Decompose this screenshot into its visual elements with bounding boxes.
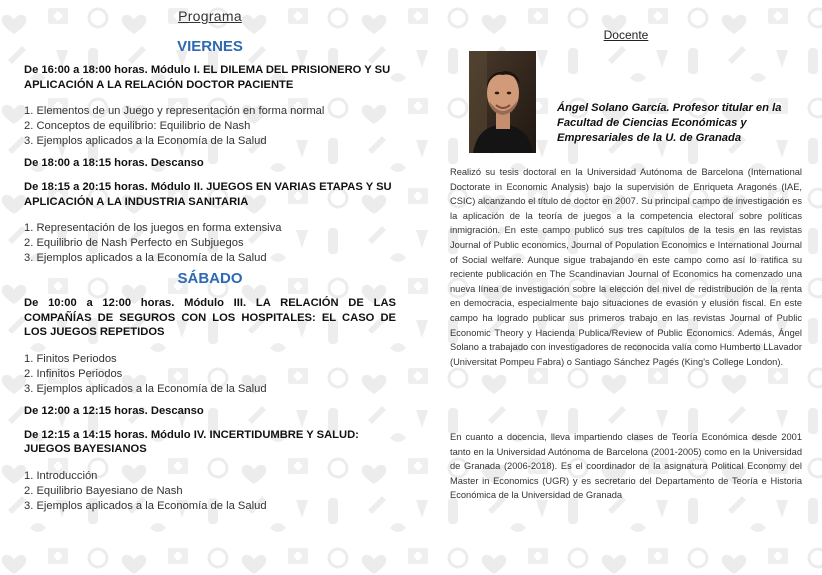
- list-item: 2. Equilibrio de Nash Perfecto en Subjuegos: [24, 237, 244, 249]
- programa-title: Programa: [178, 8, 242, 24]
- docente-title: Docente: [603, 28, 649, 42]
- break-1: De 18:00 a 18:15 horas. Descanso: [24, 157, 204, 169]
- teacher-name: Ángel Solano García. Profesor titular en la Facultad de Ciencias Económicas y Empresariales de la U. de Granada: [557, 102, 782, 144]
- break-2: De 12:00 a 12:15 horas. Descanso: [24, 404, 204, 417]
- module-2-heading: De 18:15 a 20:15 horas. Módulo II. JUEGOS EN VARIAS ETAPAS Y SU APLICACIÓN A LA INDUSTRIA SANITARIA: [24, 181, 392, 208]
- list-item: 2. Equilibrio Bayesiano de Nash: [24, 484, 183, 497]
- list-item: 3. Ejemplos aplicados a la Economía de la Salud: [24, 135, 267, 147]
- teacher-bio: Realizó su tesis doctoral en la Universidad Autónoma de Barcelona (International Doctorate in Economic Analysis) bajo la supervisión de Enriqueta Aragonés (IAE, CSIC) alcanzando el título de doctor en 2007. Su principal campo de investigación es la aplicación de la teoría de juegos a la competencia electoral sobre políticas inmigración. En este campo publicó sus tres capítulos de la tesis en las revistas Journal of Public economics, Journal of Population Economics e International Journal of Social welfare. Aunque sigue trabajando en este campo como así lo ratifica su reciente publicación en The Scandinavian Journal of Economics ha comenzado una nueva línea de investigación sobre la elección del nivel de redistribución de la renta en democracia, especialmente bajo situaciones de evasión y elusión fiscal. En este campo ha logrado publicar sus primeros trabajo en las revistas Journal of Public Economic Theory y Hacienda Publica/Review of Public Economics. Además, Ángel Solano a trabajado con investigadores de reconocida valía como Humberto LLavador (Universitat Pompeu Fabra) o Santiago Sánchez Pagés (King's College London).: [450, 167, 802, 367]
- list-item: 3. Ejemplos aplicados a la Economía de la Salud: [24, 382, 267, 395]
- module-3-heading: De 10:00 a 12:00 horas. Módulo III. LA RELACIÓN DE LAS COMPAÑÍAS DE SEGUROS CON LOS HOSPITALES: EL CASO DE LOS JUEGOS REPETIDOS: [24, 297, 396, 338]
- module-4-list: [24, 469, 396, 514]
- day-heading-sabado: SÁBADO: [177, 270, 243, 287]
- list-item: 1. Finitos Periodos: [24, 352, 117, 365]
- teacher-photo: [469, 51, 536, 153]
- module-2-list: [24, 221, 396, 266]
- list-item: 2. Conceptos de equilibrio: Equilibrio de Nash: [24, 120, 251, 132]
- list-item: 2. Infinitos Periodos: [24, 367, 123, 380]
- day-heading-viernes: VIERNES: [177, 38, 243, 55]
- teacher-teaching: En cuanto a docencia, lleva impartiendo clases de Teoría Económica desde 2001 tanto en la Universidad Autónoma de Barcelona (2001-2005) como en la Universidad de Granada (2006-2018). Es el coordinador de la asignatura Political Economy del Master in Economics (UGR) y es secretario del Departamento de Teoría e Historia Económica de la Universidad de Granada: [450, 432, 802, 501]
- list-item: 1. Introducción: [24, 469, 98, 482]
- list-item: 3. Ejemplos aplicados a la Economía de la Salud: [24, 499, 267, 512]
- module-3-list: [24, 352, 396, 397]
- list-item: 3. Ejemplos aplicados a la Economía de la Salud: [24, 252, 267, 264]
- module-1-list: [24, 104, 396, 149]
- docente-column: [450, 28, 802, 568]
- list-item: 1. Representación de los juegos en forma extensiva: [24, 222, 282, 234]
- list-item: 1. Elementos de un Juego y representación en forma normal: [24, 105, 325, 117]
- module-4-heading: De 12:15 a 14:15 horas. Módulo IV. INCERTIDUMBRE Y SALUD: JUEGOS BAYESIANOS: [24, 428, 359, 455]
- module-1-heading: De 16:00 a 18:00 horas. Módulo I. EL DILEMA DEL PRISIONERO Y SU APLICACIÓN A LA RELACIÓN DOCTOR PACIENTE: [24, 64, 391, 91]
- programa-column: [24, 4, 396, 514]
